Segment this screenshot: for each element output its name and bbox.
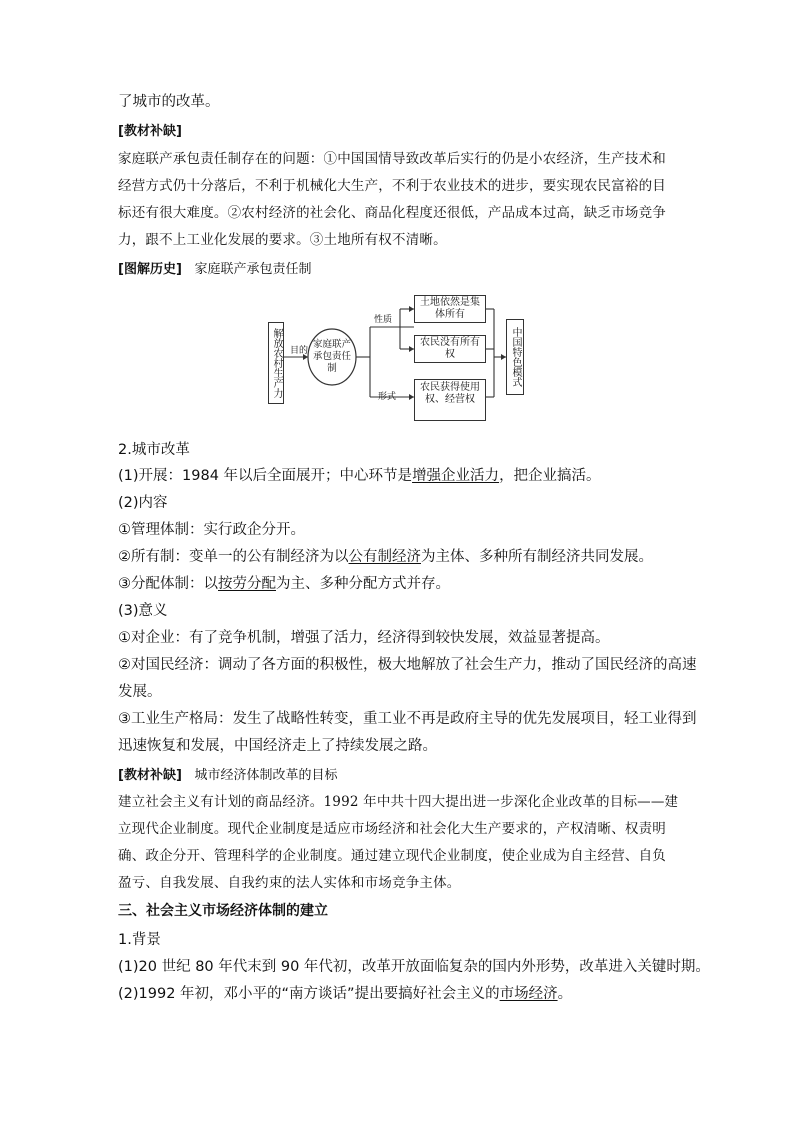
chapter-heading: 三、社会主义市场经济体制的建立 <box>118 903 328 919</box>
supplement-line: 建立社会主义有计划的商品经济。1992 年中共十四大提出进一步深化企业改革的目标——建 <box>118 794 679 810</box>
text-span: ，把企业搞活。 <box>499 468 601 484</box>
text-span: 为主、多种分配方式并存。 <box>276 576 450 592</box>
text-span: (1)开展：1984 年以后全面展开；中心环节是 <box>118 468 413 484</box>
subsection-heading: 1.背景 <box>118 932 161 948</box>
diagram-tag: [图解历史] <box>118 262 182 277</box>
text-span: (2)1992 年初，邓小平的“南方谈话”提出要搞好社会主义的 <box>118 986 500 1002</box>
text-span: ③分配体制：以 <box>118 576 218 592</box>
supplement-line: 立现代企业制度。现代企业制度是适应市场经济和社会化大生产要求的，产权清晰、权责明 <box>118 821 666 837</box>
subsection-heading: (2)内容 <box>118 495 168 511</box>
flow-diagram <box>268 295 538 425</box>
no-ownership-box: 农民没有所有权 <box>414 335 486 363</box>
supplement-heading <box>118 765 338 786</box>
form-label: 形式 <box>378 392 397 402</box>
text-line: (1)20 世纪 80 年代末到 90 年代初，改革开放面临复杂的国内外形势，改革进入关键时期。 <box>118 959 710 975</box>
usage-rights-box: 农民获得使用权、经营权 <box>414 379 486 421</box>
text-span: 。 <box>557 986 573 1002</box>
supplement-line: 标还有很大难度。②农村经济的社会化、商品化程度还很低，产品成本过高，缺乏市场竞争 <box>118 205 666 221</box>
nature-label: 性质 <box>374 315 393 325</box>
text-line <box>118 984 572 1004</box>
chinese-model-box: 中国特色模式 <box>506 319 524 395</box>
text-line <box>118 547 653 567</box>
underlined-term: 增强企业活力 <box>412 468 500 484</box>
subsection-heading: (3)意义 <box>118 603 168 619</box>
supplement-line: 经营方式仍十分落后，不利于机械化大生产，不利于农业技术的进步，要实现农民富裕的目 <box>118 178 666 194</box>
text-span: 为主体、多种所有制经济共同发展。 <box>421 549 653 565</box>
supplement-tag: [教材补缺] <box>118 124 182 139</box>
liberate-productivity-box: 解放农村生产力 <box>268 322 284 404</box>
diagram-title: 家庭联产承包责任制 <box>194 262 312 277</box>
text-line: 发展。 <box>118 684 162 700</box>
supplement-title: 城市经济体制改革的目标 <box>194 768 338 783</box>
underlined-term: 公有制经济 <box>348 549 421 565</box>
collective-ownership-box: 土地依然是集体所有 <box>414 295 486 323</box>
underlined-term: 市场经济 <box>499 986 558 1002</box>
household-responsibility-node: 家庭联产承包责任制 <box>312 339 351 374</box>
text-line: ①管理体制：实行政企分开。 <box>118 522 305 538</box>
supplement-line: 确、政企分开、管理科学的企业制度。通过建立现代企业制度，使企业成为自主经营、自负 <box>118 848 666 864</box>
diagram-connectors <box>268 295 538 425</box>
diagram-heading <box>118 259 312 280</box>
text-line: ③工业生产格局：发生了战略性转变，重工业不再是政府主导的优先发展项目，轻工业得到 <box>118 711 697 727</box>
text-line: ①对企业：有了竞争机制，增强了活力，经济得到较快发展，效益显著提高。 <box>118 630 610 646</box>
supplement-tag: [教材补缺] <box>118 768 182 783</box>
paragraph-continuation: 了城市的改革。 <box>118 94 220 110</box>
supplement-line: 盈亏、自我发展、自我约束的法人实体和市场竞争主体。 <box>118 875 461 891</box>
text-line <box>118 466 601 486</box>
section-heading: 2.城市改革 <box>118 442 190 458</box>
supplement-line: 家庭联产承包责任制存在的问题：①中国国情导致改革后实行的仍是小农经济，生产技术和 <box>118 151 666 167</box>
text-line: ②对国民经济：调动了各方面的积极性，极大地解放了社会生产力，推动了国民经济的高速 <box>118 657 697 673</box>
text-line: 迅速恢复和发展，中国经济走上了持续发展之路。 <box>118 738 437 754</box>
purpose-label: 目的 <box>290 346 309 356</box>
text-span: ②所有制：变单一的公有制经济为以 <box>118 549 349 565</box>
supplement-line: 力，跟不上工业化发展的要求。③土地所有权不清晰。 <box>118 232 447 248</box>
underlined-term: 按劳分配 <box>218 576 276 592</box>
text-line <box>118 574 450 594</box>
